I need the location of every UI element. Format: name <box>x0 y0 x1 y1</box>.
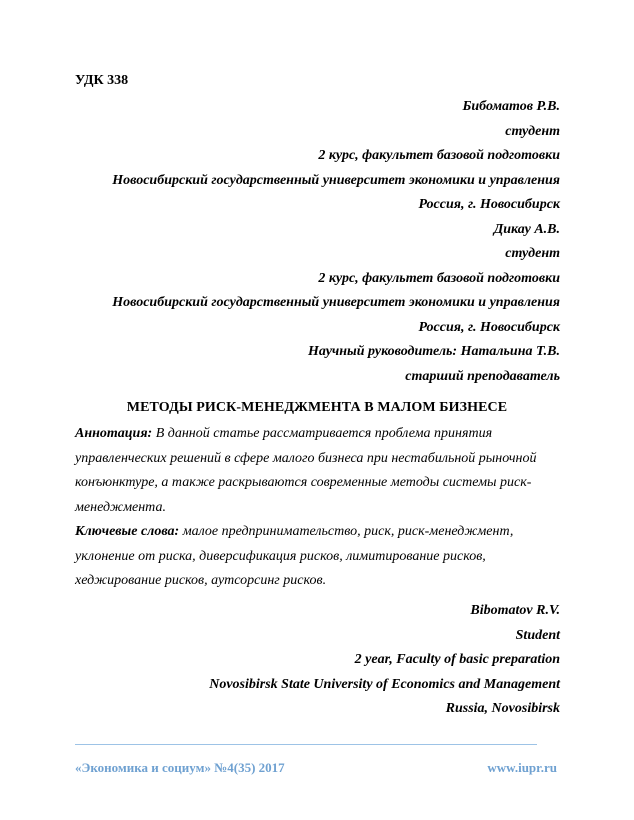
author-2-location: Россия, г. Новосибирск <box>418 319 560 335</box>
author-block-ru <box>112 98 560 392</box>
abstract <box>75 422 563 520</box>
supervisor-position: старший преподаватель <box>405 368 560 384</box>
keywords-label: Ключевые слова: <box>75 524 180 539</box>
footer-divider <box>75 744 537 745</box>
author-2-name: Дикау А.В. <box>493 221 560 237</box>
author-en-course: 2 year, Faculty of basic preparation <box>354 652 560 667</box>
keywords <box>75 520 563 594</box>
author-1-course: 2 курс, факультет базовой подготовки <box>318 148 560 163</box>
author-1-university: Новосибирский государственный университет экономики и управления <box>112 172 560 188</box>
author-2-university: Новосибирский государственный университет экономики и управления <box>112 295 560 310</box>
author-1-location: Россия, г. Новосибирск <box>418 197 560 212</box>
author-2-course: 2 курс, факультет базовой подготовки <box>318 270 560 286</box>
author-en-university: Novosibirsk State University of Economics and Management <box>209 676 560 692</box>
abstract-label: Аннотация: <box>75 426 153 441</box>
author-en-name: Bibomatov R.V. <box>470 603 560 618</box>
author-en-status: Student <box>515 627 560 643</box>
footer-journal: «Экономика и социум» №4(35) 2017 <box>75 760 285 775</box>
abstract-text: В данной статье рассматривается проблема принятия управленческих решений в сфере малого бизнеса при нестабильной рыночной конъюнктуре, а также раскрываются современные методы системы риск-менеджмента. <box>75 426 537 515</box>
supervisor-name: Научный руководитель: Натальина Т.В. <box>308 344 560 359</box>
footer-website-link[interactable]: www.iupr.ru <box>487 760 557 775</box>
author-1-name: Бибоматов Р.В. <box>462 99 560 114</box>
article-title: МЕТОДЫ РИСК-МЕНЕДЖМЕНТА В МАЛОМ БИЗНЕСЕ <box>126 400 508 415</box>
author-2-status: студент <box>505 246 560 261</box>
author-en-location: Russia, Novosibirsk <box>445 701 560 716</box>
author-block-en <box>209 602 560 725</box>
keywords-text: малое предпринимательство, риск, риск-менеджмент, уклонение от риска, диверсификация рисков, лимитирование рисков, хеджирование рисков, аутсорсинг рисков. <box>75 524 514 588</box>
udk-code: УДК 338 <box>75 73 129 88</box>
author-1-status: студент <box>505 123 560 139</box>
